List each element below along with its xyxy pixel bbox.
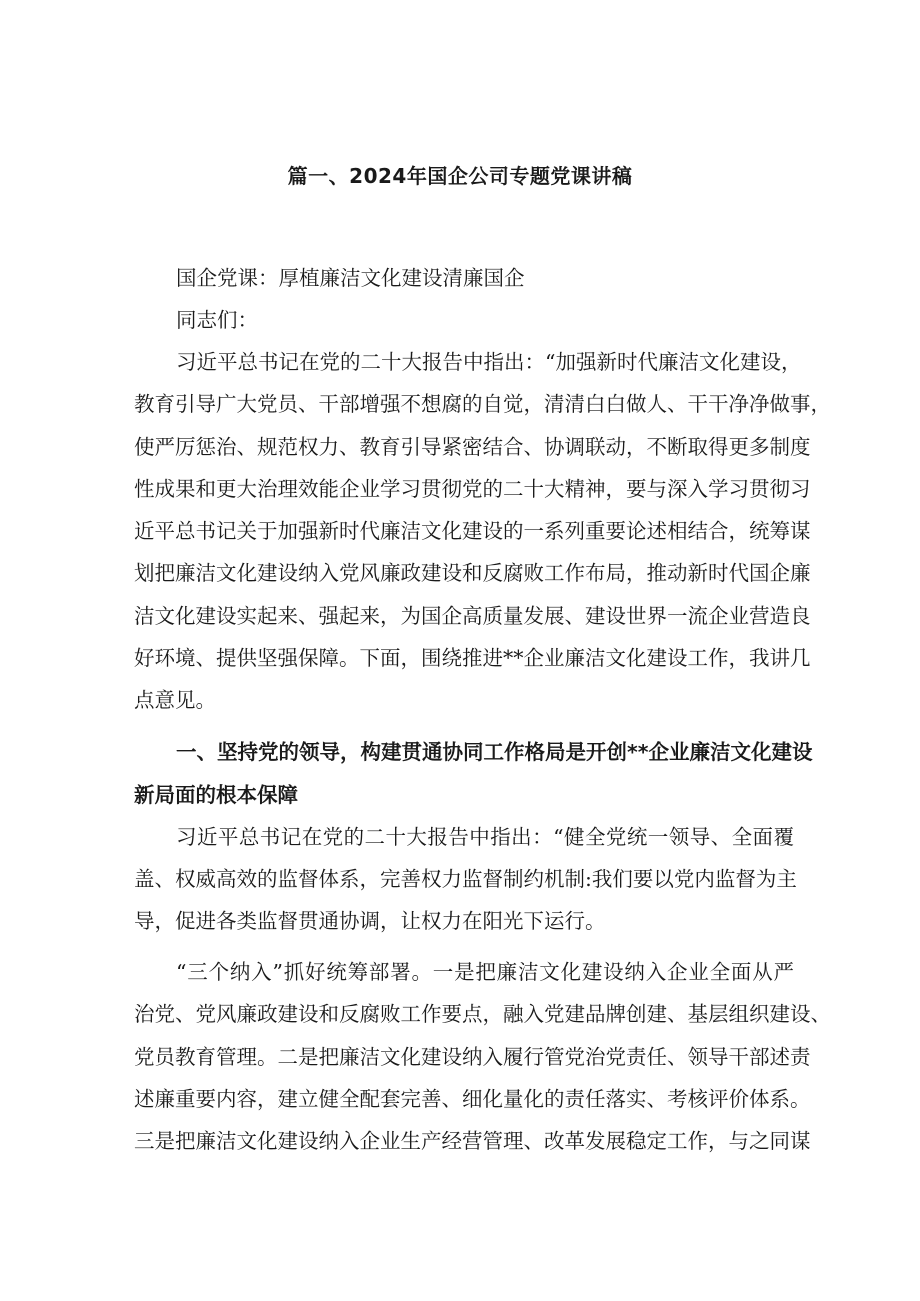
paragraph-line: 点意见。 <box>134 688 216 712</box>
paragraph-line: 习近平总书记在党的二十大报告中指出：“加强新时代廉洁文化建设， <box>176 350 802 374</box>
paragraph-line: 洁文化建设实起来、强起来，为国企高质量发展、建设世界一流企业营造良 <box>134 604 811 628</box>
paragraph-line: 述廉重要内容，建立健全配套完善、细化量化的责任落实、考核评价体系。 <box>134 1087 811 1111</box>
paragraph-line: 教育引导广大党员、干部增强不想腐的自觉，清清白白做人、干干净净做事， <box>134 392 831 416</box>
paragraph-line: 盖、权威高效的监督体系，完善权力监督制约机制:我们要以党内监督为主 <box>134 867 797 891</box>
paragraph-line: 好环境、提供坚强保障。下面，围绕推进**企业廉洁文化建设工作，我讲几 <box>134 646 811 670</box>
paragraph-line: 导，促进各类监督贯通协调，让权力在阳光下运行。 <box>134 909 606 933</box>
document-subtitle: 国企党课：厚植廉洁文化建设清廉国企 <box>176 266 525 290</box>
paragraph-line: 性成果和更大治理效能企业学习贯彻党的二十大精神，要与深入学习贯彻习 <box>134 477 811 501</box>
paragraph-line: 习近平总书记在党的二十大报告中指出：“健全党统一领导、全面覆 <box>176 825 794 849</box>
paragraph-line: 治党、党风廉政建设和反腐败工作要点，融入党建品牌创建、基层组织建设、 <box>134 1002 831 1026</box>
paragraph-line: “三个纳入”抓好统筹部署。一是把廉洁文化建设纳入企业全面从严 <box>176 960 794 984</box>
section-heading: 一、坚持党的领导，构建贯通协同工作格局是开创**企业廉洁文化建设 <box>176 740 813 764</box>
paragraph-line: 三是把廉洁文化建设纳入企业生产经营管理、改革发展稳定工作，与之同谋 <box>134 1129 811 1153</box>
paragraph-line: 使严厉惩治、规范权力、教育引导紧密结合、协调联动，不断取得更多制度 <box>134 435 811 459</box>
paragraph-line: 近平总书记关于加强新时代廉洁文化建设的一系列重要论述相结合，统筹谋 <box>134 519 811 543</box>
section-heading: 新局面的根本保障 <box>134 783 298 807</box>
paragraph-line: 党员教育管理。二是把廉洁文化建设纳入履行管党治党责任、领导干部述责 <box>134 1045 811 1069</box>
document-title: 篇一、2024年国企公司专题党课讲稿 <box>287 164 633 188</box>
paragraph-line: 划把廉洁文化建设纳入党风廉政建设和反腐败工作布局，推动新时代国企廉 <box>134 561 811 585</box>
salutation: 同志们： <box>176 308 258 332</box>
